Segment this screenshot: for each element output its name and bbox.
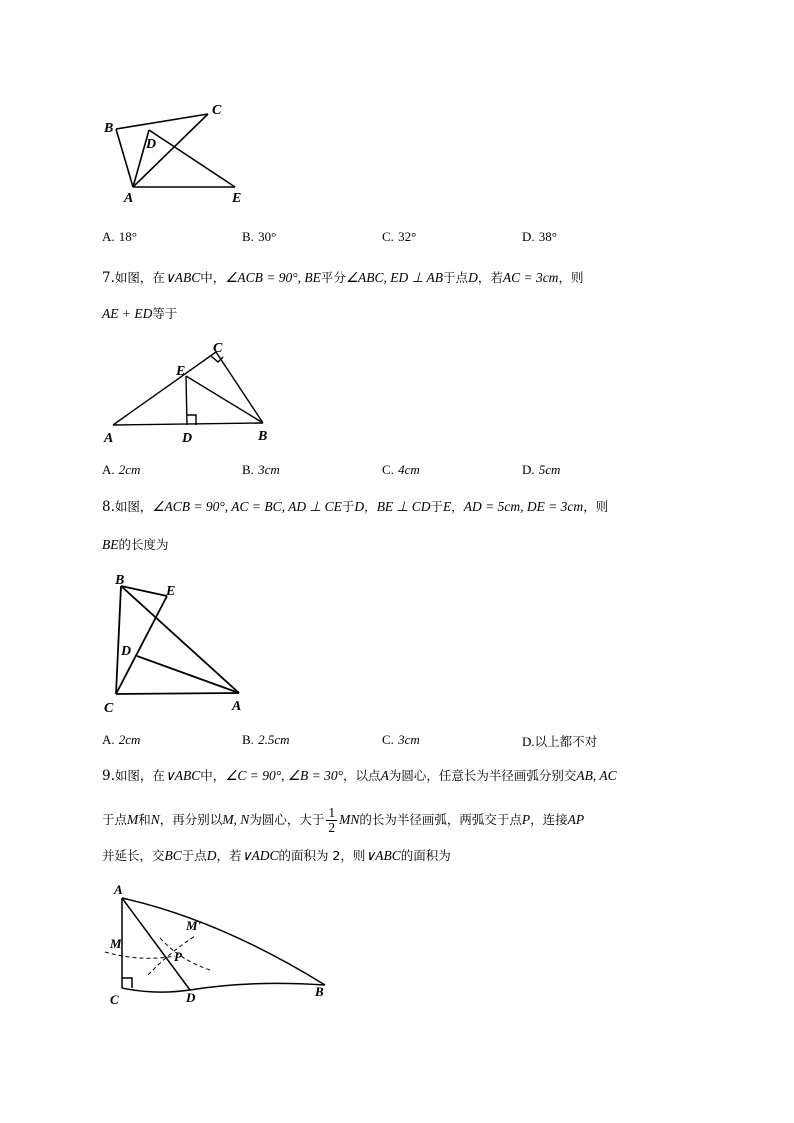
q7-question-line2: AE + ED等于 [102, 306, 178, 321]
q9-fraction: $\frac{1}{2}$ [328, 805, 336, 835]
q8-option-c[interactable]: C. 3cm [382, 732, 420, 747]
q7-option-d[interactable]: D. 5cm [522, 462, 561, 477]
q6-figure [100, 98, 260, 210]
q9-label-C: C [110, 992, 119, 1007]
q8-option-a[interactable]: A. 2cm [102, 732, 141, 747]
q9-question-line2: 于点M和N，再分别以M, N为圆心，大于 $\frac{1}{2}$ MN的长为半径画弧，两弧交于点P，连接AP [102, 805, 585, 835]
q9-question-line1: 9.如图，在∨ABC中，∠C = 90°, ∠B = 30°，以点A为圆心，任意长为半径画弧分别交AB, AC [102, 768, 617, 784]
q7-figure [100, 338, 290, 448]
q8-label-D: D [121, 644, 132, 659]
q9-label-B: B [315, 984, 324, 999]
q8-option-b[interactable]: B. 2.5cm [242, 732, 290, 747]
q7-option-c[interactable]: C. 4cm [382, 462, 420, 477]
q8-label-A: A [232, 699, 242, 714]
q8-options [102, 732, 662, 752]
q6-label-B: B [104, 121, 114, 136]
q7-question-line1: 7.如图，在∨ABC中，∠ACB = 90°, BE平分∠ABC, ED ⊥ AB于点D，若AC = 3cm，则 [102, 270, 584, 286]
q9-question-line3: 并延长，交BC于点D，若∨ADC的面积为 2，则∨ABC的面积为 [102, 848, 451, 863]
q8-question-line1: 8.如图，∠ACB = 90°, AC = BC, AD ⊥ CE于D，BE ⊥ CD于E，AD = 5cm, DE = 3cm，则 [102, 499, 609, 515]
q7-label-B: B [258, 429, 268, 444]
q9-label-M-prime: M' [186, 918, 202, 933]
q9-label-P: P [174, 949, 182, 964]
q9-number: 9. [102, 768, 115, 784]
q7-label-C: C [213, 341, 223, 356]
q6-option-c[interactable]: C. 32° [382, 229, 417, 244]
q7-option-a[interactable]: A. 2cm [102, 462, 141, 477]
q6-option-a[interactable]: A. 18° [102, 229, 137, 244]
q9-label-D: D [186, 990, 196, 1005]
q7-label-A: A [104, 431, 114, 446]
q8-option-d[interactable]: D.以上都不对 [522, 734, 598, 749]
q7-label-D: D [182, 431, 193, 446]
q6-label-E: E [232, 191, 242, 206]
q7-number: 7. [102, 270, 115, 286]
q6-option-b[interactable]: B. 30° [242, 229, 277, 244]
q6-label-A: A [124, 191, 134, 206]
q6-options [102, 229, 662, 249]
q8-label-C: C [104, 701, 114, 716]
q8-figure [100, 570, 260, 720]
q7-options [102, 462, 662, 482]
q9-label-A: A [114, 882, 123, 897]
q8-number: 8. [102, 499, 115, 515]
q8-question-line2: BE的长度为 [102, 537, 169, 552]
q6-label-D: D [146, 137, 157, 152]
q6-option-d[interactable]: D. 38° [522, 229, 557, 244]
q7-label-E: E [176, 364, 186, 379]
q8-label-B: B [115, 573, 125, 588]
q8-label-E: E [166, 584, 176, 599]
q6-label-C: C [212, 103, 222, 118]
q9-label-M: M [110, 936, 122, 951]
q9-figure [100, 880, 340, 1010]
q7-option-b[interactable]: B. 3cm [242, 462, 280, 477]
